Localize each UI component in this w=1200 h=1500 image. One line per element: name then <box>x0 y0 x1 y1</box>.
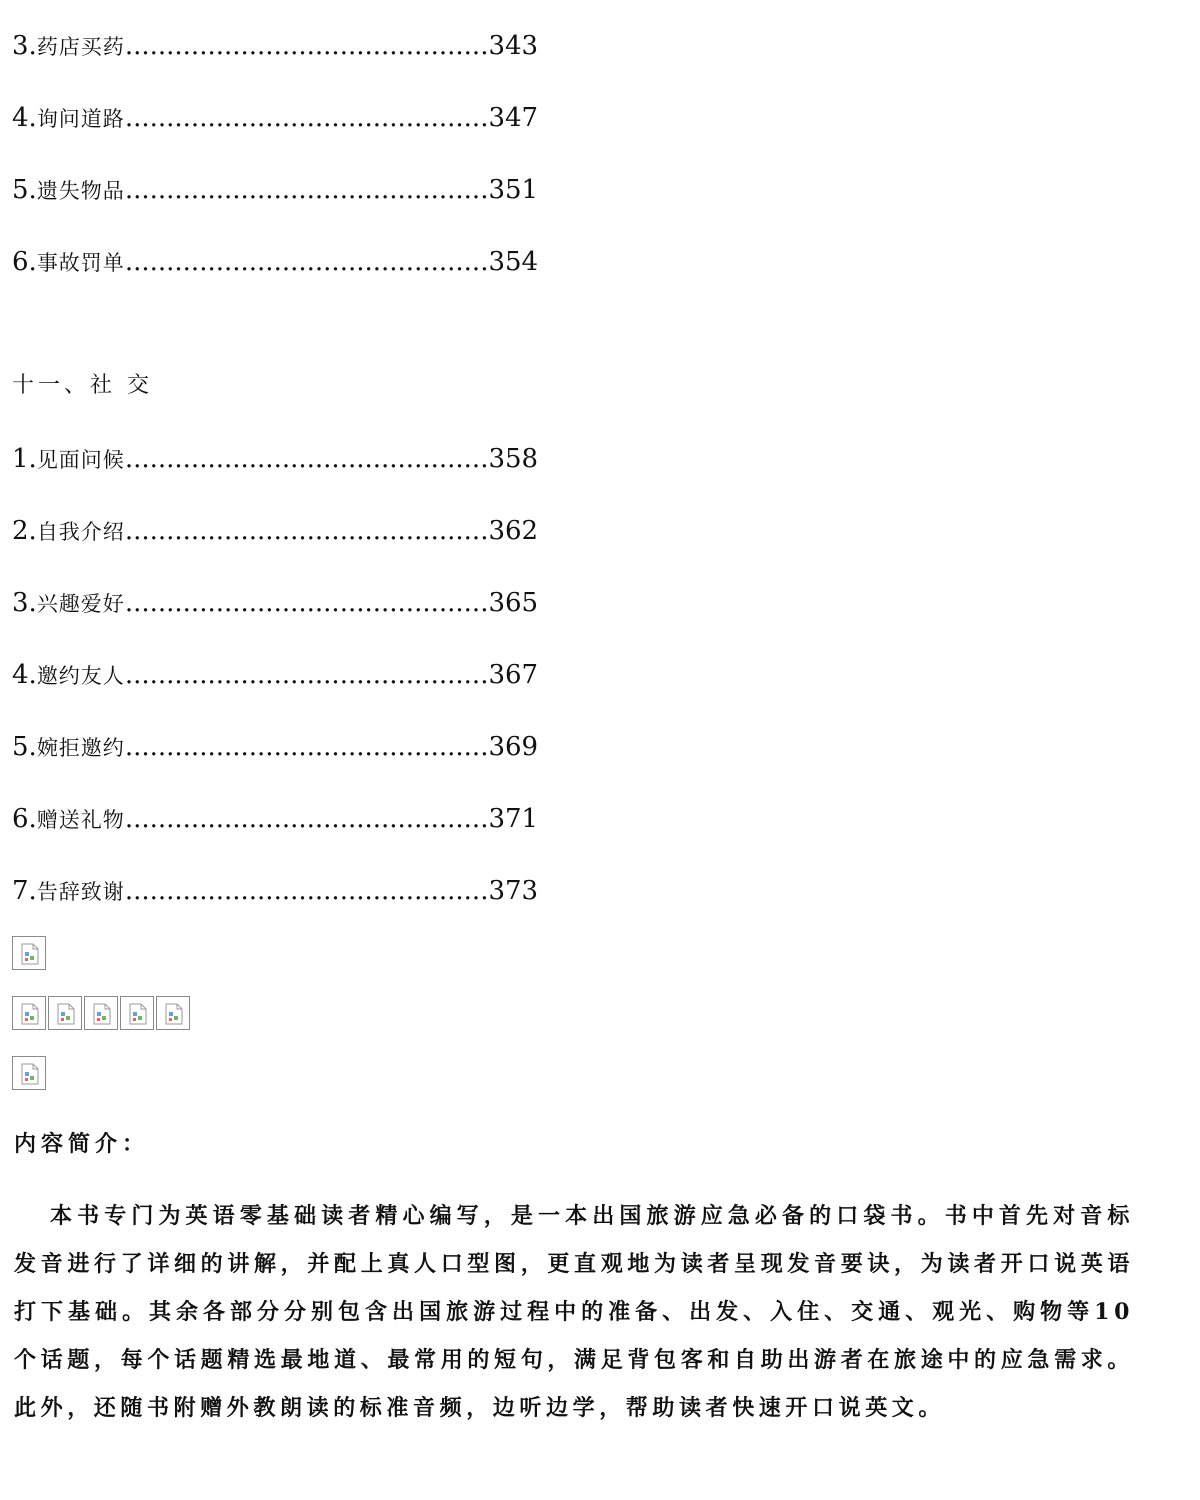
toc-page-number: 351 <box>488 175 539 205</box>
toc-entry-number: 4. <box>12 660 37 690</box>
toc-entry-number: 3. <box>12 588 37 618</box>
toc-entry[interactable] <box>12 731 538 764</box>
toc-page-number: 365 <box>488 588 539 618</box>
toc-entry-title: 见面问候 <box>36 448 125 472</box>
toc-entry-title: 自我介绍 <box>36 520 125 544</box>
toc-entry-title: 药店买药 <box>36 35 125 59</box>
broken-image-icon[interactable] <box>12 1056 46 1090</box>
toc-entry-title: 婉拒邀约 <box>36 736 125 760</box>
toc-page-number: 371 <box>488 804 539 834</box>
toc-entry[interactable] <box>12 659 538 692</box>
toc-entry-title: 赠送礼物 <box>36 808 125 832</box>
toc-page-number: 354 <box>488 247 539 277</box>
toc-entry-title: 告辞致谢 <box>36 880 125 904</box>
toc-leader: ............................................ <box>124 247 489 277</box>
intro-paragraph: 本书专门为英语零基础读者精心编写，是一本出国旅游应急必备的口袋书。书中首先对音标发音进行了详细的讲解，并配上真人口型图，更直观地为读者呈现发音要诀，为读者开口说英语打下基础。其余各部分分别包含出国旅游过程中的准备、出发、入住、交通、观光、购物等10个话题，每个话题精选最地道、最常用的短句，满足背包客和自助出游者在旅途中的应急需求。此外，还随书附赠外教朗读的标准音频，边听边学，帮助读者快速开口说英文。 <box>14 1203 1134 1421</box>
toc-entry-number: 1. <box>12 444 37 474</box>
broken-image-icon[interactable] <box>156 996 190 1030</box>
toc-entry-title: 事故罚单 <box>36 251 125 275</box>
toc-leader: ............................................ <box>124 175 489 205</box>
broken-image-icon[interactable] <box>120 996 154 1030</box>
toc-entry-title: 邀约友人 <box>36 664 125 688</box>
toc-page-number: 362 <box>488 516 539 546</box>
toc-page-number: 369 <box>488 732 539 762</box>
broken-image-icon[interactable] <box>48 996 82 1030</box>
toc-leader: ............................................ <box>124 660 489 690</box>
toc-entry-title: 兴趣爱好 <box>36 592 125 616</box>
toc-entry-number: 4. <box>12 103 37 133</box>
image-placeholder-row <box>12 1056 48 1090</box>
toc-leader: ............................................ <box>124 732 489 762</box>
toc-entry-number: 5. <box>12 732 37 762</box>
broken-image-icon[interactable] <box>12 936 46 970</box>
toc-page-number: 343 <box>488 31 539 61</box>
toc-leader: ............................................ <box>124 516 489 546</box>
toc-entry[interactable] <box>12 102 538 135</box>
toc-page-number: 358 <box>488 444 539 474</box>
toc-entry-title: 遗失物品 <box>36 179 125 203</box>
toc-leader: ............................................ <box>124 588 489 618</box>
toc-entry-number: 5. <box>12 175 37 205</box>
toc-entry-number: 3. <box>12 31 37 61</box>
intro-heading: 内容简介： <box>14 1131 150 1157</box>
toc-leader: ............................................ <box>124 444 489 474</box>
toc-entry[interactable] <box>12 803 538 836</box>
broken-image-icon[interactable] <box>12 996 46 1030</box>
toc-entry-number: 2. <box>12 516 37 546</box>
toc-entry[interactable] <box>12 875 538 908</box>
toc-entry[interactable] <box>12 443 538 476</box>
image-placeholder-row <box>12 996 192 1030</box>
toc-leader: ............................................ <box>124 804 489 834</box>
toc-page-number: 367 <box>488 660 539 690</box>
toc-leader: ............................................ <box>124 876 489 906</box>
toc-entry[interactable] <box>12 174 538 207</box>
broken-image-icon[interactable] <box>84 996 118 1030</box>
toc-entry-number: 6. <box>12 247 37 277</box>
toc-entry-title: 询问道路 <box>36 107 125 131</box>
toc-entry[interactable] <box>12 515 538 548</box>
toc-entry-number: 6. <box>12 804 37 834</box>
toc-leader: ............................................ <box>124 31 489 61</box>
toc-page-number: 373 <box>488 876 539 906</box>
toc-entry[interactable] <box>12 30 538 63</box>
toc-leader: ............................................ <box>124 103 489 133</box>
toc-page-number: 347 <box>488 103 539 133</box>
toc-entry[interactable] <box>12 587 538 620</box>
toc-entry[interactable] <box>12 246 538 279</box>
image-placeholder-row <box>12 936 48 970</box>
section-heading: 十一、社 交 <box>12 373 153 398</box>
toc-entry-number: 7. <box>12 876 37 906</box>
